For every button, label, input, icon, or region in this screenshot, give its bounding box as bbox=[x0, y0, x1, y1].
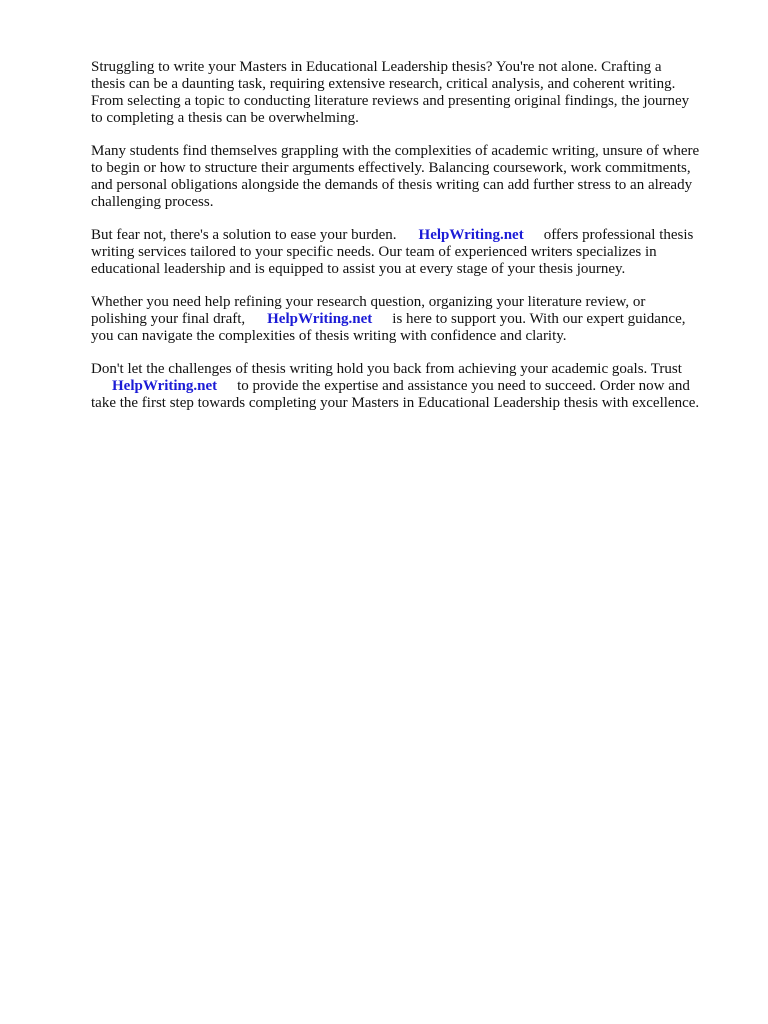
text-fragment: But fear not, there's a solution to ease your burden. bbox=[91, 227, 397, 243]
text-line bbox=[91, 311, 723, 328]
paragraph-closing bbox=[91, 361, 723, 412]
text-line: challenging process. bbox=[91, 194, 214, 210]
text-line: From selecting a topic to conducting literature reviews and presenting original findings, the journey bbox=[91, 93, 690, 109]
text-line: writing services tailored to your specific needs. Our team of experienced writers specializes in bbox=[91, 244, 657, 260]
text-fragment: is here to support you. With our expert guidance, bbox=[392, 311, 686, 327]
text-line: take the first step towards completing your Masters in Educational Leadership thesis with excellence. bbox=[91, 395, 700, 411]
text-line: you can navigate the complexities of thesis writing with confidence and clarity. bbox=[91, 328, 567, 344]
document-page bbox=[91, 59, 723, 428]
helpwriting-link[interactable]: HelpWriting.net bbox=[112, 378, 218, 394]
helpwriting-link[interactable]: HelpWriting.net bbox=[418, 227, 524, 243]
paragraph-intro bbox=[91, 59, 723, 127]
paragraph-struggles bbox=[91, 143, 723, 211]
paragraph-support bbox=[91, 294, 723, 345]
paragraph-solution bbox=[91, 227, 723, 278]
text-line: to completing a thesis can be overwhelming. bbox=[91, 110, 359, 126]
text-fragment: to provide the expertise and assistance you need to succeed. Order now and bbox=[237, 378, 690, 394]
text-line: Many students find themselves grappling with the complexities of academic writing, unsure of where bbox=[91, 143, 700, 159]
text-line: to begin or how to structure their arguments effectively. Balancing coursework, work commitments, bbox=[91, 160, 691, 176]
text-line: thesis can be a daunting task, requiring extensive research, critical analysis, and coherent writing. bbox=[91, 76, 676, 92]
text-line: Struggling to write your Masters in Educational Leadership thesis? You're not alone. Crafting a bbox=[91, 59, 662, 75]
text-fragment: offers professional thesis bbox=[543, 227, 694, 243]
text-line bbox=[91, 227, 723, 244]
text-line: and personal obligations alongside the demands of thesis writing can add further stress to an already bbox=[91, 177, 693, 193]
text-line: educational leadership and is equipped to assist you at every stage of your thesis journey. bbox=[91, 261, 626, 277]
helpwriting-link[interactable]: HelpWriting.net bbox=[267, 311, 373, 327]
text-line: Whether you need help refining your research question, organizing your literature review, or bbox=[91, 294, 646, 310]
text-line bbox=[91, 378, 723, 395]
text-fragment: polishing your final draft, bbox=[91, 311, 246, 327]
text-line: Don't let the challenges of thesis writing hold you back from achieving your academic goals. Trust bbox=[91, 361, 682, 377]
